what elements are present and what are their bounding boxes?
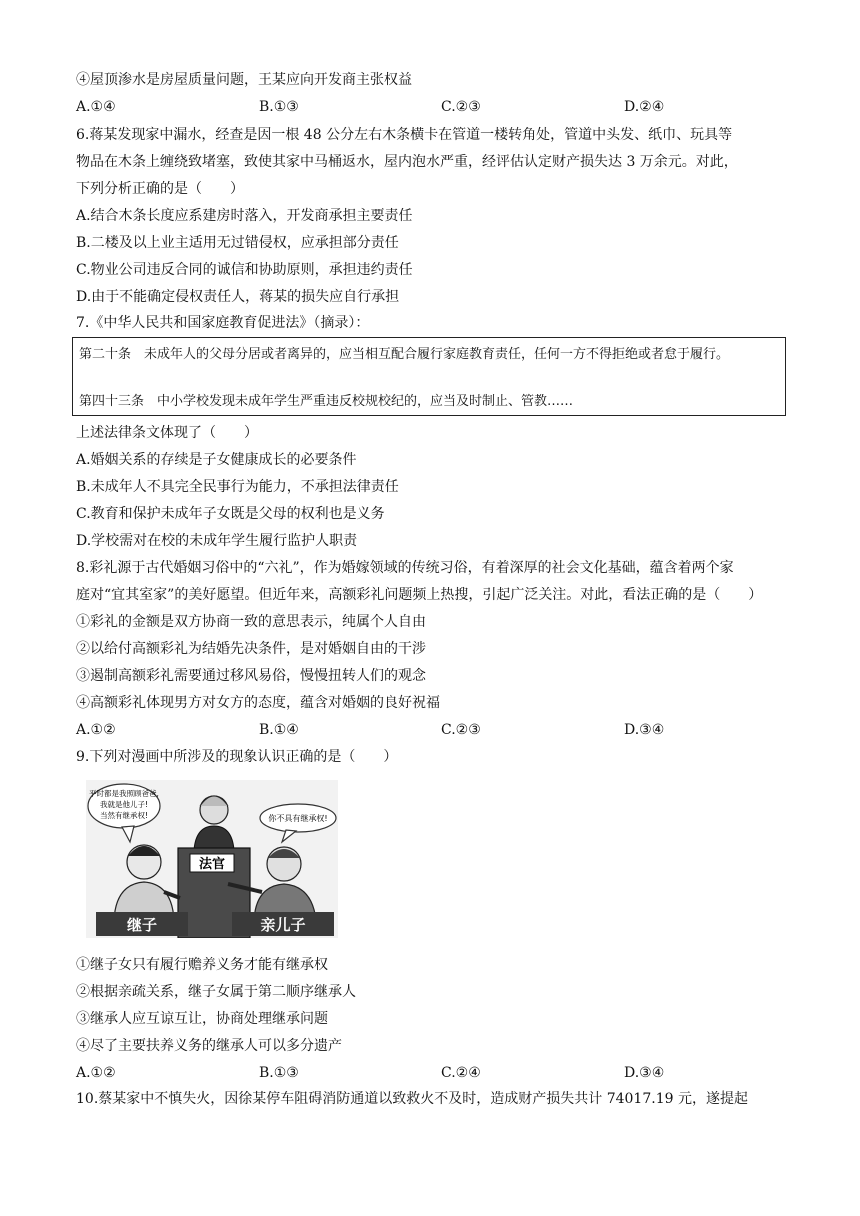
q9-choice-a[interactable]: A.①② — [76, 1065, 116, 1081]
q8-stem-line-2: 庭对“宜其室家”的美好愿望。但近年来，高额彩礼问题频上热搜，引起广泛关注。对此，看法正确的是（ ） — [76, 587, 763, 603]
q8-choice-c[interactable]: C.②③ — [441, 722, 481, 738]
q7-option-c[interactable]: C.教育和保护未成年子女既是父母的权利也是义务 — [76, 506, 385, 522]
q8-choice-d[interactable]: D.③④ — [624, 722, 665, 738]
q6-option-d[interactable]: D.由于不能确定侵权责任人，蒋某的损失应自行承担 — [76, 289, 400, 305]
cartoon-illustration — [86, 780, 338, 938]
q6-stem-line-3: 下列分析正确的是（ ） — [76, 181, 244, 197]
q7-option-a[interactable]: A.婚姻关系的存续是子女健康成长的必要条件 — [76, 452, 357, 468]
right-bubble-text: 你不具有继承权! — [268, 814, 328, 823]
q7-option-d[interactable]: D.学校需对在校的未成年学生履行监护人职责 — [76, 533, 358, 549]
q6-option-c[interactable]: C.物业公司违反合同的诚信和协助原则，承担违约责任 — [76, 262, 413, 278]
q9-item-3: ③继承人应互谅互让，协商处理继承问题 — [76, 1011, 328, 1027]
q9-choice-c[interactable]: C.②④ — [441, 1065, 481, 1081]
q5-choice-c[interactable]: C.②③ — [441, 99, 481, 115]
q6-stem-line-2: 物品在木条上缠绕致堵塞，致使其家中马桶返水，屋内泡水严重，经评估认定财产损失达 3 万余元。对此， — [76, 154, 738, 170]
left-bubble-line-3: 当然有继承权! — [99, 811, 149, 820]
q5-choices — [76, 97, 796, 117]
q7-stem: 7.《中华人民共和国家庭教育促进法》（摘录）： — [76, 315, 370, 331]
law-article-43: 第四十三条 中小学校发现未成年学生严重违反校规校纪的，应当及时制止、管教…… — [79, 394, 574, 409]
left-bubble-line-2: 我就是他儿子! — [99, 800, 149, 809]
q9-choice-d[interactable]: D.③④ — [624, 1065, 665, 1081]
q8-choice-b[interactable]: B.①④ — [259, 722, 299, 738]
q8-stem-line-1: 8.彩礼源于古代婚姻习俗中的“六礼”，作为婚嫁领域的传统习俗，有着深厚的社会文化基础，蕴含着两个家 — [76, 560, 734, 576]
q8-choice-a[interactable]: A.①② — [76, 722, 116, 738]
q8-item-2: ②以给付高额彩礼为结婚先决条件，是对婚姻自由的干涉 — [76, 641, 426, 657]
q8-item-1: ①彩礼的金额是双方协商一致的意思表示，纯属个人自由 — [76, 614, 426, 630]
q5-option-4: ④屋顶渗水是房屋质量问题，王某应向开发商主张权益 — [76, 72, 412, 88]
q5-choice-d[interactable]: D.②④ — [624, 99, 665, 115]
law-article-20: 第二十条 未成年人的父母分居或者离异的，应当相互配合履行家庭教育责任，任何一方不得拒绝或者怠于履行。 — [79, 347, 730, 362]
q8-item-3: ③遏制高额彩礼需要通过移风易俗，慢慢扭转人们的观念 — [76, 668, 426, 684]
inheritance-cartoon — [86, 780, 338, 938]
q6-stem-line-1: 6.蒋某发现家中漏水，经查是因一根 48 公分左右木条横卡在管道一楼转角处，管道中头发、纸巾、玩具等 — [76, 127, 733, 143]
q6-option-a[interactable]: A.结合木条长度应系建房时落入，开发商承担主要责任 — [76, 208, 413, 224]
q10-stem: 10.蔡某家中不慎失火，因徐某停车阻碍消防通道以致救火不及时，造成财产损失共计 74017.19 元，遂提起 — [76, 1091, 748, 1107]
q8-item-4: ④高额彩礼体现男方对女方的态度，蕴含对婚姻的良好祝福 — [76, 695, 440, 711]
q8-choices — [76, 720, 796, 740]
q9-stem: 9.下列对漫画中所涉及的现象认识正确的是（ ） — [76, 749, 398, 765]
q7-question: 上述法律条文体现了（ ） — [76, 425, 258, 441]
q5-choice-a[interactable]: A.①④ — [76, 99, 116, 115]
q9-item-4: ④尽了主要扶养义务的继承人可以多分遗产 — [76, 1038, 342, 1054]
q9-item-2: ②根据亲疏关系，继子女属于第二顺序继承人 — [76, 984, 356, 1000]
q9-item-1: ①继子女只有履行赡养义务才能有继承权 — [76, 957, 328, 973]
stepson-label: 继子 — [126, 916, 158, 934]
law-excerpt-box — [72, 337, 786, 416]
q6-option-b[interactable]: B.二楼及以上业主适用无过错侵权，应承担部分责任 — [76, 235, 399, 251]
judge-label: 法官 — [198, 857, 226, 872]
q7-option-b[interactable]: B.未成年人不具完全民事行为能力，不承担法律责任 — [76, 479, 399, 495]
q9-choices — [76, 1063, 796, 1083]
q5-choice-b[interactable]: B.①③ — [259, 99, 299, 115]
son-label: 亲儿子 — [260, 916, 306, 934]
left-bubble-line-1: 平时都是我照顾爸爸, — [89, 789, 159, 798]
q9-choice-b[interactable]: B.①③ — [259, 1065, 299, 1081]
